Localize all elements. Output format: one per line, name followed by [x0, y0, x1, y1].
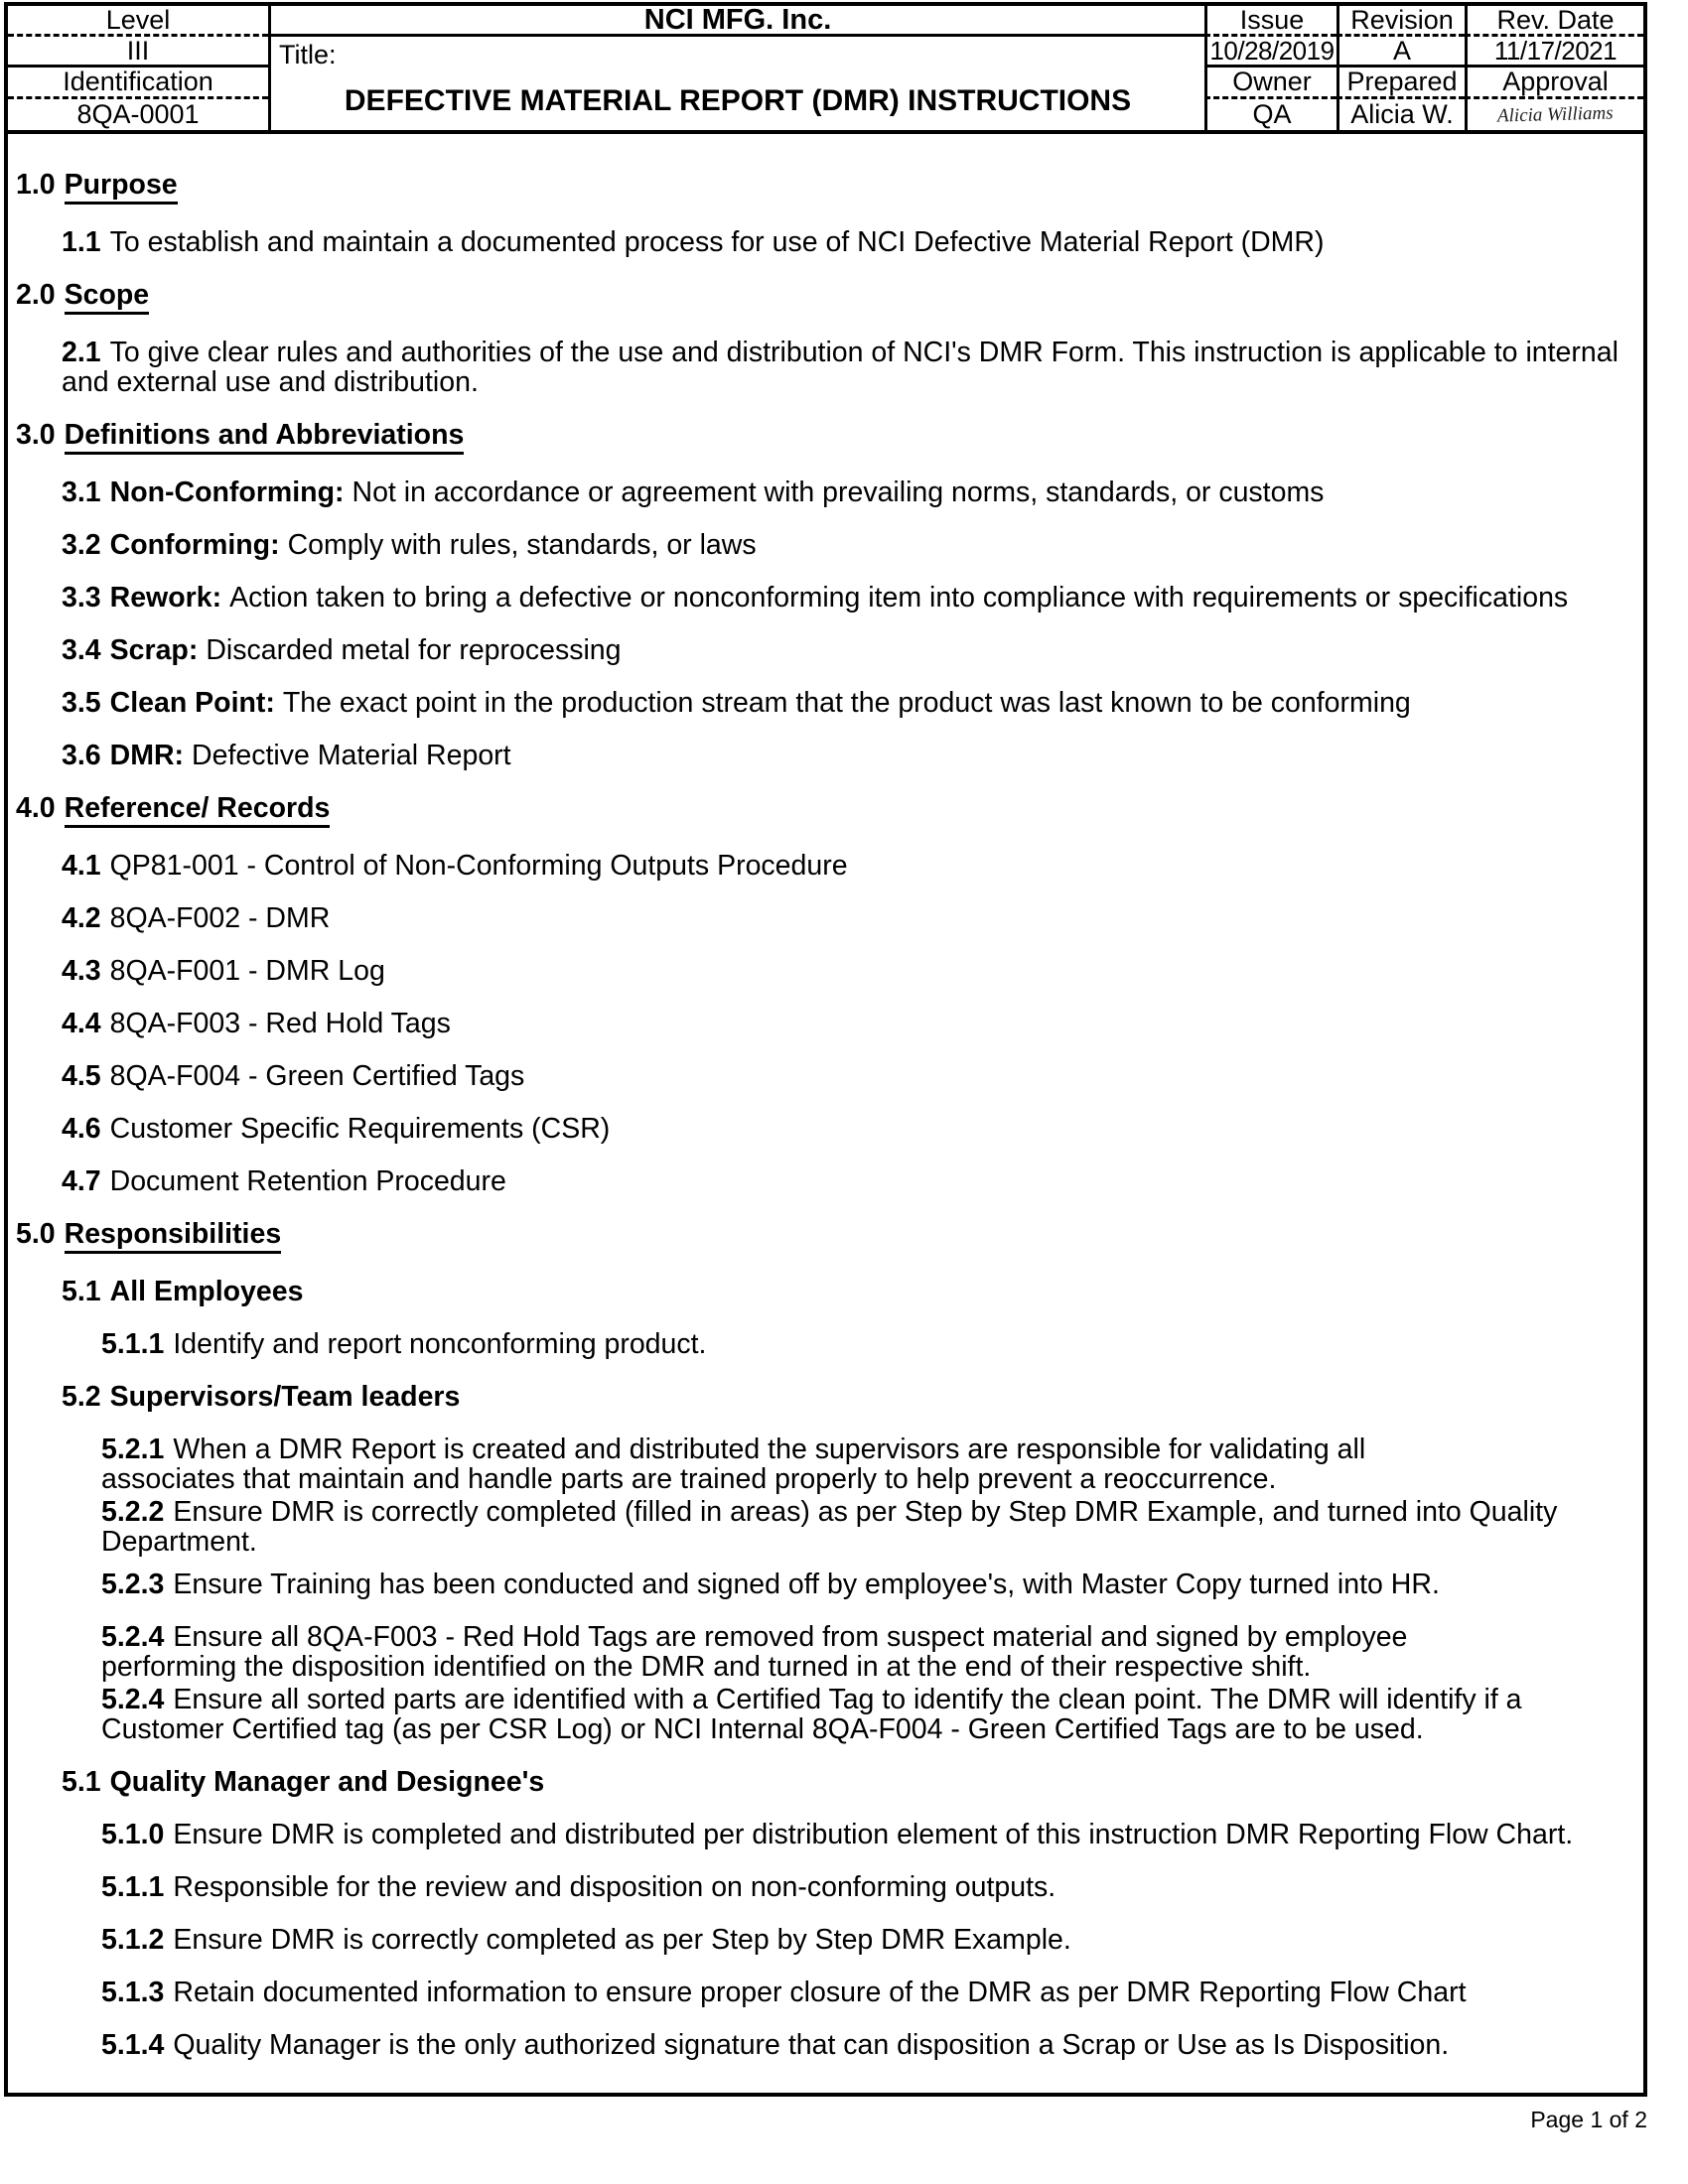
approval-label: Approval	[1465, 68, 1643, 99]
doc-block	[62, 741, 1637, 770]
doc-block	[62, 635, 1637, 665]
clause-heading: Purpose	[65, 170, 178, 205]
clause-number: 5.2	[62, 1381, 101, 1413]
clause-text: Defective Material Report	[192, 740, 511, 771]
clause-number: 3.5	[62, 687, 101, 719]
identification-value: 8QA-0001	[76, 99, 200, 129]
clause-number: 5.1	[62, 1276, 101, 1307]
clause-number: 5.2.4	[101, 1621, 165, 1653]
clause-text: Action taken to bring a defective or nonconforming item into compliance with requirements or specifications	[229, 582, 1569, 614]
doc-block	[62, 688, 1637, 718]
clause-number: 2.0	[16, 279, 56, 311]
clause-text: Discarded metal for reprocessing	[206, 634, 622, 666]
doc-block	[62, 1382, 1637, 1412]
doc-block	[62, 1767, 1637, 1797]
clause-number: 5.2.3	[101, 1569, 165, 1600]
document-header-table	[4, 2, 1647, 134]
owner-value: QA	[1204, 99, 1336, 130]
clause-text: 8QA-F001 - DMR Log	[109, 955, 385, 987]
clause-number: 4.6	[62, 1113, 101, 1145]
owner-label: Owner	[1204, 68, 1336, 99]
doc-block	[62, 227, 1637, 257]
doc-block	[62, 338, 1637, 397]
clause-text: To establish and maintain a documented process for use of NCI Defective Material Report (DMR)	[109, 226, 1325, 258]
clause-term: Non-Conforming:	[109, 477, 345, 508]
clause-text: When a DMR Report is created and distributed the supervisors are responsible for validating all associates that maintain and handle parts are trained properly to help prevent a reoccurrence.	[101, 1433, 1366, 1495]
clause-term: Conforming:	[109, 529, 280, 561]
doc-block	[16, 170, 1637, 205]
doc-block	[62, 956, 1637, 986]
rev-date-value: 11/17/2021	[1465, 37, 1643, 68]
clause-heading: Scope	[65, 280, 150, 315]
clause-term: Clean Point:	[109, 687, 275, 719]
clause-heading: Definitions and Abbreviations	[65, 420, 465, 455]
issue-value: 10/28/2019	[1204, 37, 1336, 68]
clause-heading: Quality Manager and Designee's	[109, 1766, 545, 1798]
doc-block	[62, 851, 1637, 881]
clause-number: 4.0	[16, 792, 56, 824]
title-label: Title:	[279, 40, 337, 69]
clause-text: Ensure all 8QA-F003 - Red Hold Tags are removed from suspect material and signed by employee performing the disposition identified on the DMR and turned in at the end of their respective shift.	[101, 1621, 1408, 1683]
clause-number: 5.1.1	[101, 1328, 165, 1360]
doc-block	[101, 1978, 1635, 2007]
clause-text: Comply with rules, standards, or laws	[287, 529, 757, 561]
clause-number: 3.2	[62, 529, 101, 561]
title-cell	[268, 37, 1204, 130]
doc-block	[101, 1329, 1635, 1359]
clause-text: Not in accordance or agreement with prevailing norms, standards, or customs	[352, 477, 1325, 508]
clause-number: 3.3	[62, 582, 101, 614]
doc-block	[16, 280, 1637, 315]
clause-number: 5.2.1	[101, 1433, 165, 1465]
clause-text: To give clear rules and authorities of the use and distribution of NCI's DMR Form. This instruction is applicable to internal and external use and distribution.	[62, 337, 1618, 398]
doc-block	[16, 793, 1637, 828]
clause-number: 4.4	[62, 1008, 101, 1039]
clause-text: 8QA-F003 - Red Hold Tags	[109, 1008, 451, 1039]
clause-heading: Supervisors/Team leaders	[109, 1381, 461, 1413]
clause-number: 3.4	[62, 634, 101, 666]
clause-number: 5.2.2	[101, 1496, 165, 1528]
clause-text: Ensure DMR is correctly completed as per Step by Step DMR Example.	[173, 1924, 1071, 1956]
clause-term: Rework:	[109, 582, 222, 614]
doc-block	[16, 1219, 1637, 1254]
clause-number: 4.7	[62, 1165, 101, 1197]
doc-block	[101, 1872, 1635, 1902]
clause-number: 5.1.4	[101, 2029, 165, 2061]
clause-number: 5.1.3	[101, 1977, 165, 2008]
clause-number: 5.0	[16, 1218, 56, 1250]
level-value: III	[8, 37, 268, 68]
prepared-label: Prepared	[1336, 68, 1465, 99]
doc-block	[62, 478, 1637, 507]
doc-block	[101, 2030, 1635, 2060]
clause-number: 4.3	[62, 955, 101, 987]
clause-text: Quality Manager is the only authorized signature that can disposition a Scrap or Use as Is Disposition.	[173, 2029, 1450, 2061]
clause-text: Identify and report nonconforming product.	[173, 1328, 707, 1360]
clause-term: Scrap:	[109, 634, 199, 666]
approval-signature-cell	[1465, 99, 1643, 130]
clause-text: The exact point in the production stream that the product was last known to be conforming	[282, 687, 1411, 719]
clause-number: 1.0	[16, 169, 56, 201]
doc-block	[62, 1114, 1637, 1144]
doc-block	[62, 1166, 1637, 1196]
prepared-value: Alicia W.	[1336, 99, 1465, 130]
clause-number: 5.1.1	[101, 1871, 165, 1903]
clause-number: 2.1	[62, 337, 101, 368]
clause-number: 5.1.0	[101, 1819, 165, 1850]
clause-text: 8QA-F002 - DMR	[109, 902, 331, 934]
revision-label: Revision	[1336, 6, 1465, 37]
revision-value: A	[1336, 37, 1465, 68]
clause-number: 4.1	[62, 850, 101, 882]
doc-block	[62, 1277, 1637, 1306]
doc-block	[101, 1820, 1635, 1849]
rev-date-label: Rev. Date	[1465, 6, 1643, 37]
clause-term: DMR:	[109, 740, 185, 771]
approval-signature: Alicia Williams	[1496, 102, 1615, 127]
clause-text: Retain documented information to ensure proper closure of the DMR as per DMR Reporting Flow Chart	[173, 1977, 1467, 2008]
clause-text: Ensure Training has been conducted and signed off by employee's, with Master Copy turned into HR.	[173, 1569, 1440, 1600]
clause-number: 1.1	[62, 226, 101, 258]
doc-block	[101, 1925, 1635, 1955]
document-body	[4, 133, 1647, 2097]
clause-heading: Reference/ Records	[65, 793, 331, 828]
identification-label: Identification	[8, 68, 268, 99]
clause-text: Document Retention Procedure	[109, 1165, 506, 1197]
issue-label: Issue	[1204, 6, 1336, 37]
clause-number: 5.1.2	[101, 1924, 165, 1956]
document-title: DEFECTIVE MATERIAL REPORT (DMR) INSTRUCTIONS	[344, 84, 1132, 117]
clause-text: 8QA-F004 - Green Certified Tags	[109, 1060, 525, 1092]
clause-text: Responsible for the review and disposition on non-conforming outputs.	[173, 1871, 1056, 1903]
doc-block	[101, 1622, 1452, 1682]
clause-number: 4.5	[62, 1060, 101, 1092]
doc-block	[101, 1434, 1452, 1494]
company-name: NCI MFG. Inc.	[268, 6, 1204, 37]
clause-heading: Responsibilities	[65, 1219, 282, 1254]
doc-block	[62, 530, 1637, 560]
clause-number: 3.6	[62, 740, 101, 771]
page-number: Page 1 of 2	[1530, 2107, 1647, 2132]
doc-block	[62, 1009, 1637, 1038]
doc-block	[62, 1061, 1637, 1091]
clause-heading: All Employees	[109, 1276, 304, 1307]
doc-block	[62, 903, 1637, 933]
doc-block	[101, 1685, 1635, 1744]
clause-text: Ensure DMR is completed and distributed per distribution element of this instruction DMR Reporting Flow Chart.	[173, 1819, 1574, 1850]
clause-text: Ensure DMR is correctly completed (filled in areas) as per Step by Step DMR Example, and turned into Quality Department.	[101, 1496, 1558, 1558]
doc-block	[16, 420, 1637, 455]
clause-text: QP81-001 - Control of Non-Conforming Outputs Procedure	[109, 850, 848, 882]
clause-number: 3.1	[62, 477, 101, 508]
level-label: Level	[8, 6, 268, 37]
doc-block	[62, 583, 1637, 613]
clause-number: 5.1	[62, 1766, 101, 1798]
clause-number: 3.0	[16, 419, 56, 451]
clause-number: 4.2	[62, 902, 101, 934]
clause-number: 5.2.4	[101, 1684, 165, 1715]
clause-text: Ensure all sorted parts are identified with a Certified Tag to identify the clean point. The DMR will identify if a Customer Certified tag (as per CSR Log) or NCI Internal 8QA-F004 - Green Certified Tags are to be used.	[101, 1684, 1522, 1745]
doc-block	[101, 1497, 1635, 1557]
doc-block	[101, 1570, 1635, 1599]
clause-text: Customer Specific Requirements (CSR)	[109, 1113, 611, 1145]
